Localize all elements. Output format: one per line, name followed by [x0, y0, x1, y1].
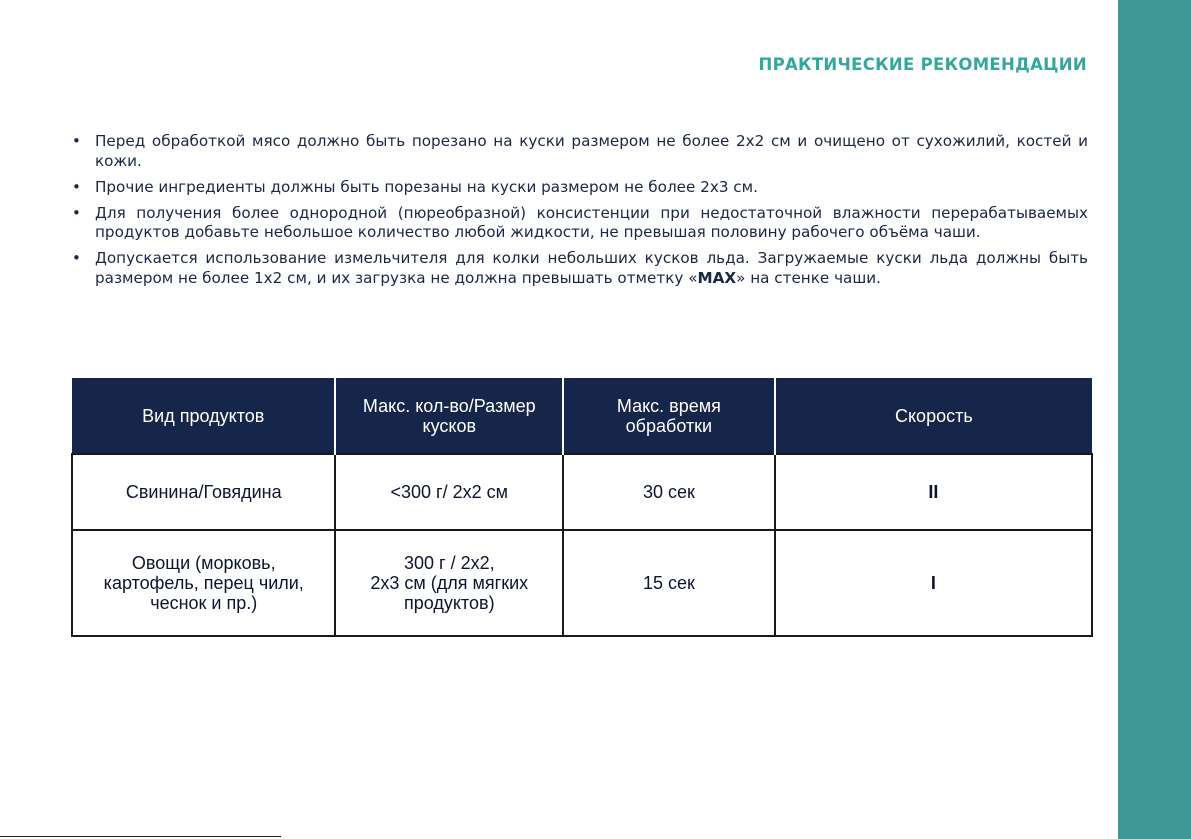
cell-time: 15 сек — [563, 530, 775, 636]
recommendation-text: Прочие ингредиенты должны быть порезаны на куски размером не более 2х3 см. — [95, 177, 758, 196]
footer-rule — [0, 836, 281, 837]
recommendations-list — [72, 132, 1088, 295]
cell-amount: <300 г/ 2х2 см — [335, 454, 563, 530]
cell-product: Овощи (морковь, картофель, перец чили, чеснок и пр.) — [72, 530, 335, 636]
table-row — [72, 454, 1092, 530]
cell-amount: 300 г / 2х2, 2х3 см (для мягких продуктов) — [335, 530, 563, 636]
cell-product: Свинина/Говядина — [72, 454, 335, 530]
recommendation-item — [72, 178, 1088, 198]
side-decorative-band — [1118, 0, 1191, 839]
cell-speed: I — [775, 530, 1092, 636]
recommendation-item — [72, 132, 1088, 171]
recommendation-text-end: » на стенке чаши. — [736, 268, 881, 287]
column-header-speed: Скорость — [775, 378, 1092, 454]
column-header-amount: Макс. кол-во/Размер кусков — [335, 378, 563, 454]
cell-speed: II — [775, 454, 1092, 530]
bullet-icon: • — [72, 132, 81, 150]
table-row — [72, 530, 1092, 636]
column-header-time: Макс. время обработки — [563, 378, 775, 454]
column-header-product: Вид продуктов — [72, 378, 335, 454]
processing-table — [71, 378, 1093, 637]
bullet-icon: • — [72, 249, 81, 267]
recommendation-item — [72, 249, 1088, 288]
cell-time: 30 сек — [563, 454, 775, 530]
max-mark-label: MAX — [697, 268, 737, 287]
recommendation-item — [72, 204, 1088, 243]
bullet-icon: • — [72, 203, 81, 222]
table-header-row — [72, 378, 1092, 454]
section-title: ПРАКТИЧЕСКИЕ РЕКОМЕНДАЦИИ — [758, 55, 1087, 74]
recommendation-text-start: Допускается использование измельчителя для колки небольших кусков льда. Загружаемые куски льда должны быть размером не более 1х2 см, и их загрузка не должна превышать отметку « — [95, 249, 1088, 287]
recommendation-text: Перед обработкой мясо должно быть порезано на куски размером не более 2х2 см и очищено от сухожилий, костей и кожи. — [95, 132, 1088, 170]
recommendation-text: Для получения более однородной (пюреобразной) консистенции при недостаточной влажности перерабатываемых продуктов добавьте небольшое количество любой жидкости, не превышая половину рабочего объёма чаши. — [95, 203, 1088, 241]
bullet-icon: • — [72, 177, 81, 196]
